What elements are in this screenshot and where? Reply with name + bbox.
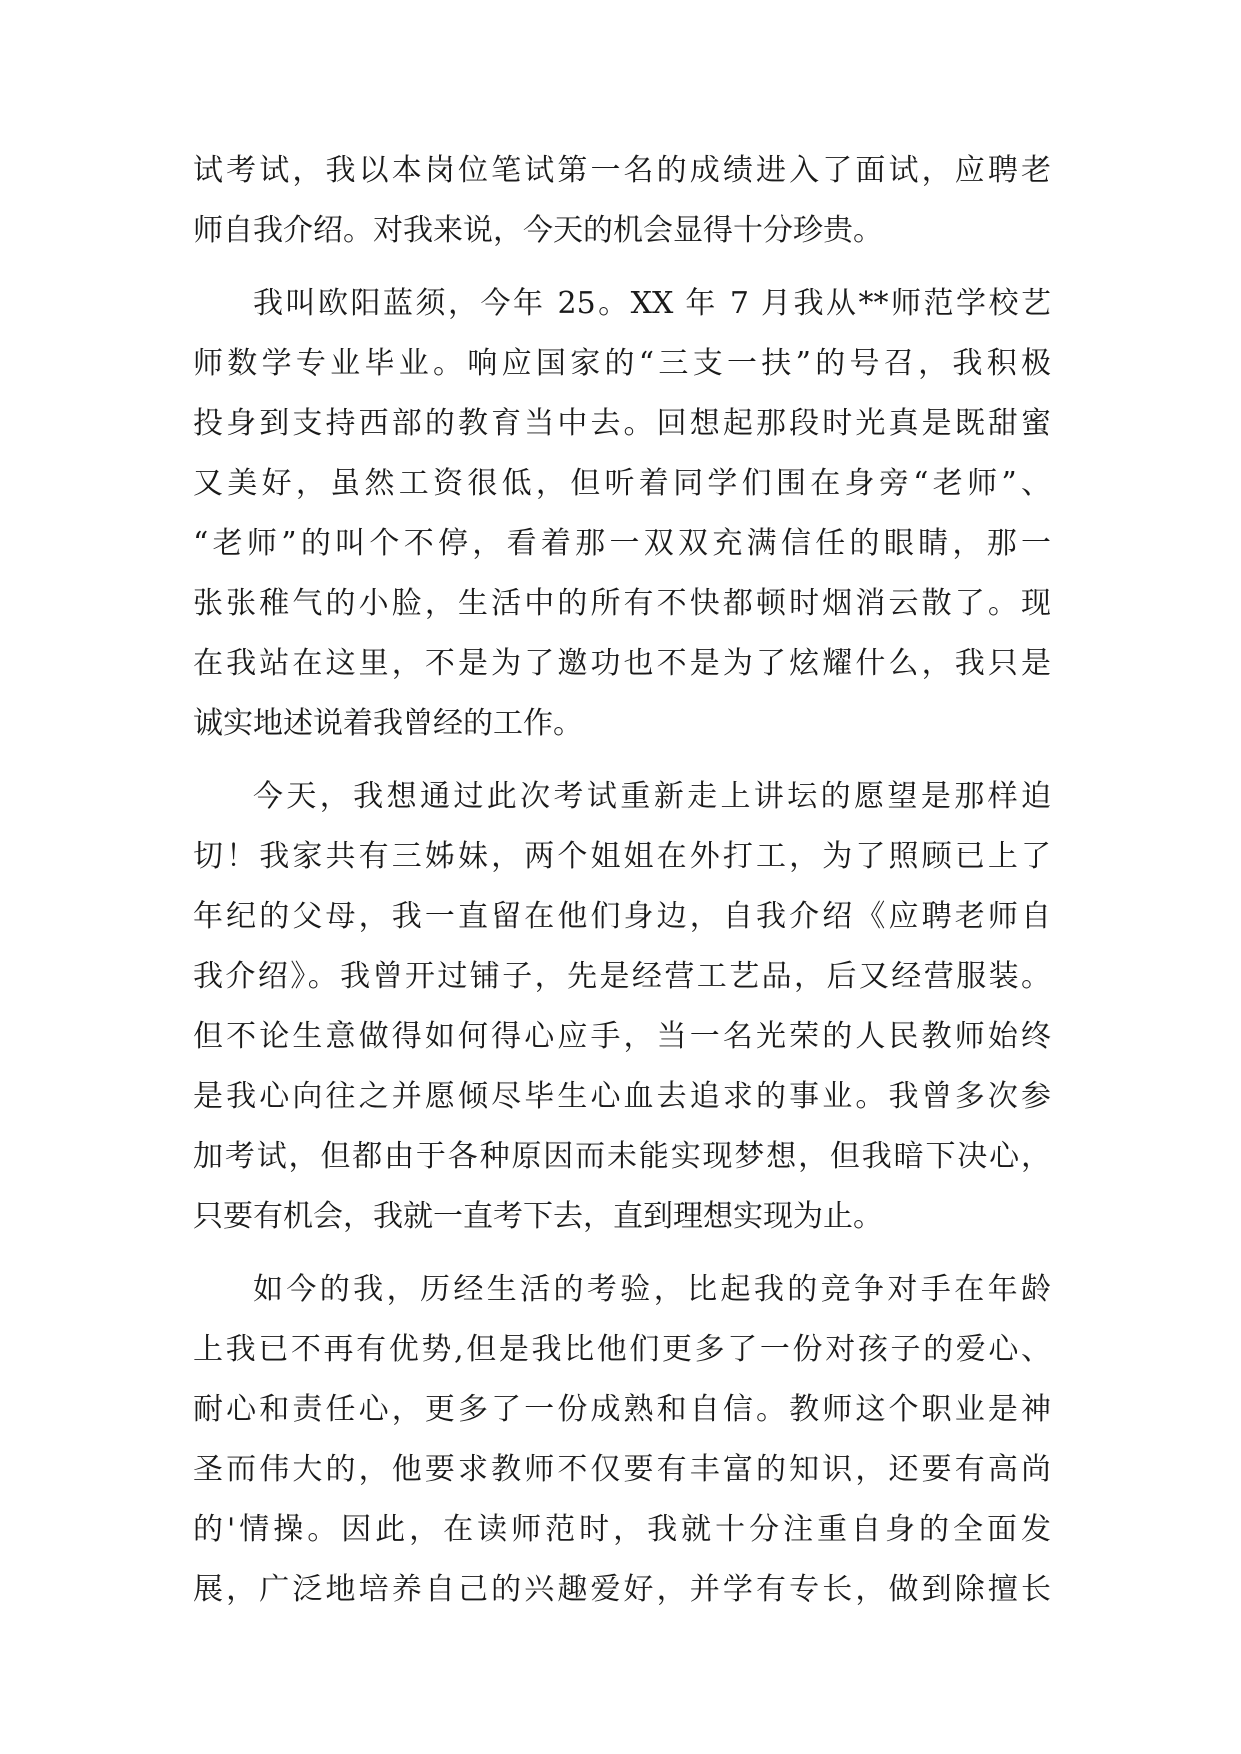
text-line: 切！我家共有三姊妹，两个姐姐在外打工，为了照顾已上了 (193, 839, 1051, 874)
text-line: 师数学专业毕业。响应国家的“三支一扶”的号召，我积极 (193, 346, 1051, 381)
text-line: 只要有机会，我就一直考下去，直到理想实现为止。 (193, 1199, 883, 1234)
text-line: 圣而伟大的，他要求教师不仅要有丰富的知识，还要有高尚 (193, 1452, 1051, 1487)
text-line: 在我站在这里，不是为了邀功也不是为了炫耀什么，我只是 (193, 646, 1051, 681)
text-line: “老师”的叫个不停，看着那一双双充满信任的眼睛，那一 (193, 526, 1051, 561)
text-line: 耐心和责任心，更多了一份成熟和自信。教师这个职业是神 (193, 1392, 1051, 1427)
text-line: 年纪的父母，我一直留在他们身边，自我介绍《应聘老师自 (193, 899, 1051, 934)
text-line: 加考试，但都由于各种原因而未能实现梦想，但我暗下决心， (193, 1139, 1051, 1174)
text-line: 展，广泛地培养自己的兴趣爱好，并学有专长，做到除擅长 (193, 1572, 1051, 1607)
text-line: 我叫欧阳蓝须，今年 25。XX 年 7 月我从**师范学校艺 (253, 286, 1051, 321)
text-line: 师自我介绍。对我来说，今天的机会显得十分珍贵。 (193, 213, 883, 248)
text-line: 今天，我想通过此次考试重新走上讲坛的愿望是那样迫 (253, 779, 1051, 814)
text-line: 但不论生意做得如何得心应手，当一名光荣的人民教师始终 (193, 1019, 1051, 1054)
text-line: 我介绍》。我曾开过铺子，先是经营工艺品，后又经营服装。 (193, 959, 1051, 994)
text-line: 诚实地述说着我曾经的工作。 (193, 706, 583, 741)
text-line: 张张稚气的小脸，生活中的所有不快都顿时烟消云散了。现 (193, 586, 1051, 621)
text-line: 的'情操。因此，在读师范时，我就十分注重自身的全面发 (193, 1512, 1051, 1547)
text-line: 是我心向往之并愿倾尽毕生心血去追求的事业。我曾多次参 (193, 1079, 1051, 1114)
text-line: 上我已不再有优势,但是我比他们更多了一份对孩子的爱心、 (193, 1332, 1051, 1367)
text-line: 如今的我，历经生活的考验，比起我的竞争对手在年龄 (253, 1272, 1051, 1307)
text-line: 又美好，虽然工资很低，但听着同学们围在身旁“老师”、 (193, 466, 1051, 501)
text-line: 试考试，我以本岗位笔试第一名的成绩进入了面试，应聘老 (193, 153, 1051, 188)
text-line: 投身到支持西部的教育当中去。回想起那段时光真是既甜蜜 (193, 406, 1051, 441)
